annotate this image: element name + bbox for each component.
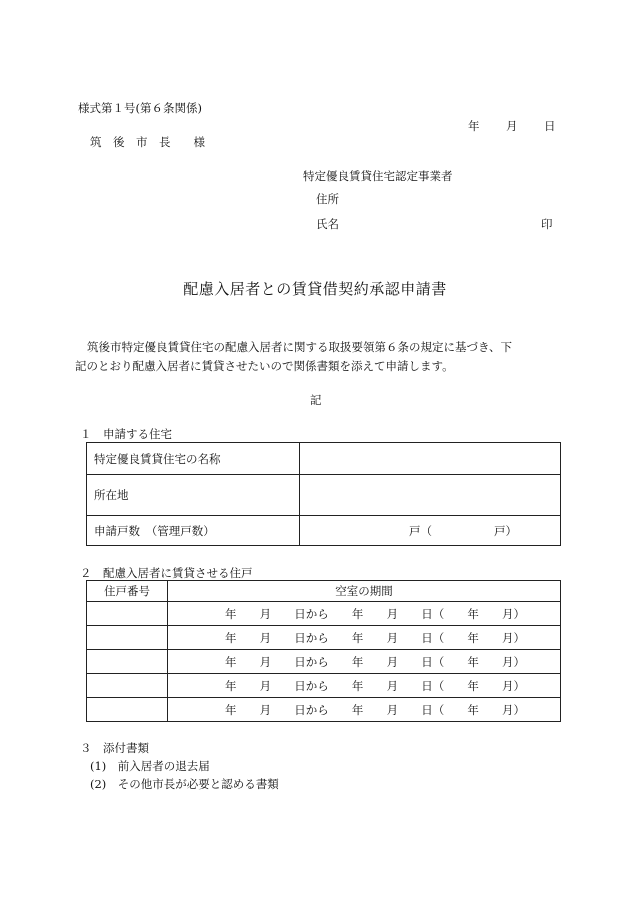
period-parts xyxy=(175,630,553,646)
period-part: 年 xyxy=(467,654,479,669)
period-part: 日から xyxy=(294,702,329,717)
period-part: 年 xyxy=(225,702,237,717)
addressee: 筑 後 市 長 様 xyxy=(90,135,205,149)
period-part: 月 xyxy=(386,606,399,621)
period-part: 日（ xyxy=(421,678,445,693)
period-part: 年 xyxy=(351,702,364,717)
section1-heading: １ 申請する住宅 xyxy=(80,427,172,441)
period-part: 月） xyxy=(501,606,525,621)
housing-name-value[interactable] xyxy=(300,443,561,475)
vacancy-period-cell[interactable] xyxy=(168,602,561,626)
period-part: 年 xyxy=(351,654,364,669)
table-row xyxy=(87,516,561,546)
unit-number-header: 住戸番号 xyxy=(87,581,168,602)
table-row xyxy=(87,698,561,722)
period-parts xyxy=(175,678,553,694)
period-part: 年 xyxy=(351,630,364,645)
section3-heading: ３ 添付書類 xyxy=(80,741,149,755)
unit-table xyxy=(86,580,561,722)
period-part: 年 xyxy=(467,678,479,693)
units-label: 申請戸数 （管理戸数） xyxy=(87,516,300,546)
unit-number-cell[interactable] xyxy=(87,602,168,626)
period-part: 月 xyxy=(386,702,399,717)
vacancy-period-header: 空室の期間 xyxy=(168,581,561,602)
housing-table xyxy=(86,442,561,546)
period-part: 月 xyxy=(259,702,272,717)
seal-mark: 印 xyxy=(541,217,553,231)
table-row xyxy=(87,602,561,626)
period-part: 月 xyxy=(386,654,399,669)
period-part: 日から xyxy=(294,606,329,621)
period-part: 月） xyxy=(501,654,525,669)
date-day: 日 xyxy=(544,119,556,133)
period-part: 年 xyxy=(225,654,237,669)
unit-number-cell[interactable] xyxy=(87,674,168,698)
units-value-a: 戸（ xyxy=(409,523,432,538)
table-row xyxy=(87,626,561,650)
form-number: 様式第１号(第６条関係) xyxy=(78,101,202,115)
units-value-b: 戸） xyxy=(494,523,517,538)
table-row xyxy=(87,443,561,475)
name-label: 氏名 xyxy=(316,217,339,231)
period-part: 日から xyxy=(294,678,329,693)
body-line-2: 記のとおり配慮入居者に賃貸させたいので関係書類を添えて申請します。 xyxy=(75,359,454,373)
period-part: 年 xyxy=(351,678,364,693)
document-title: 配慮入居者との賃貸借契約承認申請書 xyxy=(183,280,447,298)
table-row xyxy=(87,674,561,698)
date-year: 年 xyxy=(468,119,480,133)
location-label: 所在地 xyxy=(87,475,300,516)
attachment-item-1: (1) 前入居者の退去届 xyxy=(90,759,210,773)
period-part: 年 xyxy=(351,606,364,621)
period-part: 日（ xyxy=(421,702,445,717)
period-part: 月 xyxy=(259,654,272,669)
period-part: 月） xyxy=(501,702,525,717)
period-part: 年 xyxy=(225,606,237,621)
period-part: 日から xyxy=(294,630,329,645)
period-part: 月 xyxy=(259,678,272,693)
period-parts xyxy=(175,654,553,670)
table-row xyxy=(87,581,561,602)
vacancy-period-cell[interactable] xyxy=(168,674,561,698)
vacancy-period-cell[interactable] xyxy=(168,698,561,722)
period-part: 日（ xyxy=(421,606,445,621)
period-part: 日（ xyxy=(421,654,445,669)
period-part: 月） xyxy=(501,678,525,693)
attachment-item-2: (2) その他市長が必要と認める書類 xyxy=(90,777,279,791)
date-month: 月 xyxy=(506,119,518,133)
period-part: 月 xyxy=(259,630,272,645)
period-part: 年 xyxy=(467,630,479,645)
location-value[interactable] xyxy=(300,475,561,516)
table-row xyxy=(87,475,561,516)
period-part: 年 xyxy=(467,606,479,621)
period-part: 月 xyxy=(386,678,399,693)
period-part: 年 xyxy=(225,630,237,645)
period-part: 月） xyxy=(501,630,525,645)
vacancy-period-cell[interactable] xyxy=(168,626,561,650)
period-part: 日（ xyxy=(421,630,445,645)
units-value[interactable] xyxy=(300,516,561,546)
period-part: 月 xyxy=(386,630,399,645)
period-parts xyxy=(175,702,553,718)
period-part: 日から xyxy=(294,654,329,669)
period-parts xyxy=(175,606,553,622)
vacancy-period-cell[interactable] xyxy=(168,650,561,674)
applicant-title: 特定優良賃貸住宅認定事業者 xyxy=(303,169,453,183)
period-part: 月 xyxy=(259,606,272,621)
housing-name-label: 特定優良賃貸住宅の名称 xyxy=(87,443,300,475)
unit-number-cell[interactable] xyxy=(87,698,168,722)
period-part: 年 xyxy=(225,678,237,693)
unit-number-cell[interactable] xyxy=(87,626,168,650)
body-line-1: 筑後市特定優良賃貸住宅の配慮入居者に関する取扱要領第６条の規定に基づき、下 xyxy=(87,340,513,354)
table-row xyxy=(87,650,561,674)
section2-heading: ２ 配慮入居者に賃貸させる住戸 xyxy=(80,566,253,580)
address-label: 住所 xyxy=(316,192,339,206)
ki-label: 記 xyxy=(310,393,322,407)
period-part: 年 xyxy=(467,702,479,717)
unit-number-cell[interactable] xyxy=(87,650,168,674)
